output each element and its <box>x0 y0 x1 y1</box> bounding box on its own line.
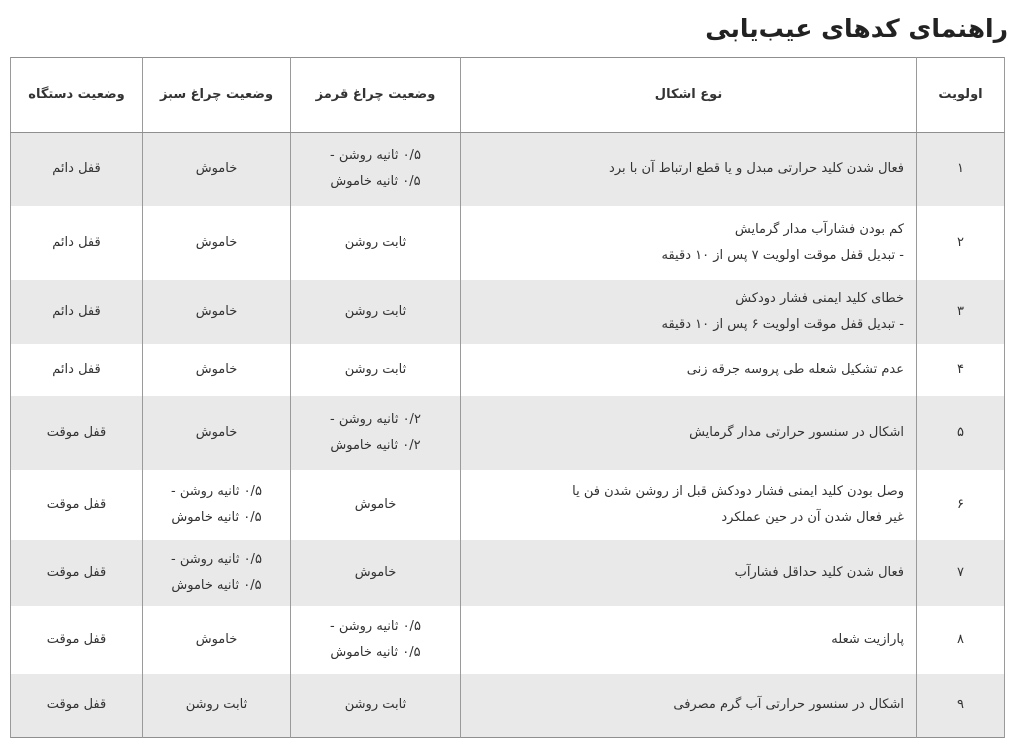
table-row <box>11 133 1005 206</box>
issue-line: فعال شدن کلید حداقل فشارآب <box>734 564 904 580</box>
red-line: ۰/۵ ثانیه خاموش <box>330 174 421 190</box>
green-light-cell <box>143 674 291 738</box>
green-line: خاموش <box>195 361 238 377</box>
green-line: خاموش <box>195 161 238 177</box>
green-line: خاموش <box>195 424 238 440</box>
issue-line: عدم تشکیل شعله طی پروسه جرقه زنی <box>686 361 904 377</box>
red-line: ۰/۵ ثانیه روشن - <box>330 618 421 634</box>
issue-cell <box>461 206 917 280</box>
priority-cell: ۷ <box>917 540 1005 606</box>
issue-line: اشکال در سنسور حرارتی آب گرم مصرفی <box>673 697 904 713</box>
issue-cell <box>461 133 917 206</box>
red-line: ثابت روشن <box>344 303 407 319</box>
table-row <box>11 280 1005 344</box>
priority-cell: ۳ <box>917 280 1005 344</box>
red-light-cell <box>291 540 461 606</box>
table-row <box>11 206 1005 280</box>
priority-cell: ۲ <box>917 206 1005 280</box>
green-line: خاموش <box>195 631 238 647</box>
table-row <box>11 606 1005 674</box>
green-light-cell <box>143 470 291 540</box>
issue-cell <box>461 606 917 674</box>
red-line: ۰/۲ ثانیه روشن - <box>330 411 421 427</box>
table-row <box>11 470 1005 540</box>
device-status-cell: قفل دائم <box>11 206 143 280</box>
priority-cell: ۴ <box>917 344 1005 396</box>
red-line: ثابت روشن <box>344 361 407 377</box>
issue-line: کم بودن فشارآب مدار گرمایش <box>734 221 904 237</box>
header-device-status: وضعیت دستگاه <box>11 58 143 133</box>
green-line: خاموش <box>195 234 238 250</box>
red-light-cell <box>291 344 461 396</box>
priority-cell: ۶ <box>917 470 1005 540</box>
table-row <box>11 674 1005 738</box>
red-light-cell <box>291 280 461 344</box>
issue-line: غیر فعال شدن آن در حین عملکرد <box>721 509 904 525</box>
green-line: خاموش <box>195 303 238 319</box>
priority-cell: ۸ <box>917 606 1005 674</box>
red-line: ۰/۵ ثانیه روشن - <box>330 148 421 164</box>
header-issue: نوع اشکال <box>461 58 917 133</box>
red-line: ثابت روشن <box>344 697 407 713</box>
issue-cell <box>461 280 917 344</box>
green-light-cell <box>143 133 291 206</box>
green-line: ۰/۵ ثانیه خاموش <box>171 509 262 525</box>
issue-line: اشکال در سنسور حرارتی مدار گرمایش <box>689 424 904 440</box>
device-status-cell: قفل موقت <box>11 606 143 674</box>
device-status-cell: قفل دائم <box>11 344 143 396</box>
green-light-cell <box>143 606 291 674</box>
issue-cell <box>461 470 917 540</box>
issue-cell <box>461 540 917 606</box>
priority-cell: ۵ <box>917 396 1005 470</box>
issue-line: خطای کلید ایمنی فشار دودکش <box>735 290 904 306</box>
issue-cell <box>461 396 917 470</box>
table-row <box>11 540 1005 606</box>
red-light-cell <box>291 396 461 470</box>
red-light-cell <box>291 674 461 738</box>
red-light-cell <box>291 206 461 280</box>
green-line: ۰/۵ ثانیه روشن - <box>171 551 262 567</box>
red-line: ثابت روشن <box>344 234 407 250</box>
priority-cell: ۹ <box>917 674 1005 738</box>
error-code-table <box>10 57 1005 738</box>
issue-cell <box>461 674 917 738</box>
issue-line: وصل بودن کلید ایمنی فشار دودکش قبل از روشن شدن فن یا <box>572 483 904 499</box>
green-light-cell <box>143 396 291 470</box>
green-light-cell <box>143 280 291 344</box>
red-light-cell <box>291 606 461 674</box>
device-status-cell: قفل موقت <box>11 540 143 606</box>
page-title: راهنمای کدهای عیب‌یابی <box>705 14 1008 43</box>
red-line: خاموش <box>354 496 397 512</box>
red-line: ۰/۵ ثانیه خاموش <box>330 644 421 660</box>
header-red-light: وضعیت چراغ قرمز <box>291 58 461 133</box>
device-status-cell: قفل موقت <box>11 470 143 540</box>
device-status-cell: قفل موقت <box>11 396 143 470</box>
green-line: ۰/۵ ثانیه روشن - <box>171 483 262 499</box>
issue-line: - تبدیل قفل موقت اولویت ۷ پس از ۱۰ دقیقه <box>661 247 904 263</box>
green-line: ۰/۵ ثانیه خاموش <box>171 577 262 593</box>
table-row <box>11 344 1005 396</box>
green-line: ثابت روشن <box>185 697 248 713</box>
red-light-cell <box>291 470 461 540</box>
header-green-light: وضعیت چراغ سبز <box>143 58 291 133</box>
green-light-cell <box>143 206 291 280</box>
issue-line: پارازیت شعله <box>831 631 904 647</box>
green-light-cell <box>143 344 291 396</box>
device-status-cell: قفل موقت <box>11 674 143 738</box>
device-status-cell: قفل دائم <box>11 133 143 206</box>
priority-cell: ۱ <box>917 133 1005 206</box>
table-header-row <box>11 58 1005 133</box>
red-light-cell <box>291 133 461 206</box>
header-priority: اولویت <box>917 58 1005 133</box>
issue-line: - تبدیل قفل موقت اولویت ۶ پس از ۱۰ دقیقه <box>661 316 904 332</box>
red-line: ۰/۲ ثانیه خاموش <box>330 437 421 453</box>
table-row <box>11 396 1005 470</box>
red-line: خاموش <box>354 564 397 580</box>
green-light-cell <box>143 540 291 606</box>
issue-line: فعال شدن کلید حرارتی مبدل و یا قطع ارتباط آن با برد <box>609 161 904 177</box>
issue-cell <box>461 344 917 396</box>
device-status-cell: قفل دائم <box>11 280 143 344</box>
